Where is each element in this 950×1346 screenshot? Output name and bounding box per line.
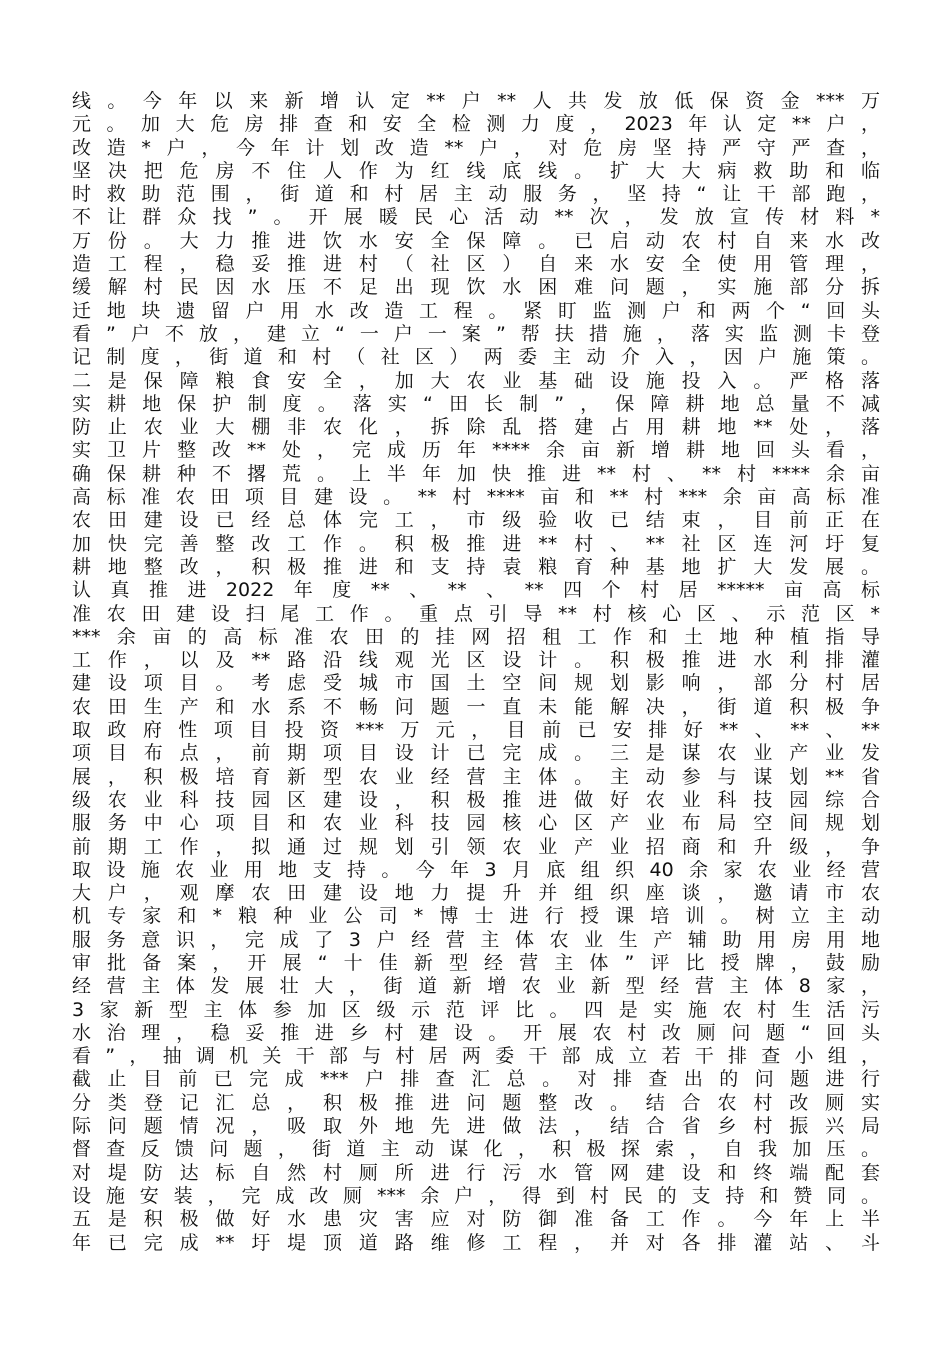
text-line: 缓解村民因水压不足出现饮水困难问题，实施部分拆: [72, 276, 880, 299]
text-line: 记制度，街道和村（社区）两委主动介入，因户施策。: [72, 346, 880, 369]
text-line: 二是保障粮食安全，加大农业基础设施投入。严格落: [72, 369, 880, 392]
text-line: 服务意识，完成了3户经营主体农业生产辅助用房用地: [72, 928, 880, 951]
text-line: 耕地整改，积极推进和支持袁粮育种基地扩大发展。: [72, 555, 880, 578]
text-line: 年已完成**圩堤顶道路维修工程，并对各排灌站、斗: [72, 1231, 880, 1254]
text-line: 级农业科技园区建设，积极推进做好农业科技园综合: [72, 788, 880, 811]
body-text: [72, 90, 880, 1255]
text-line: 准农田建设扫尾工作。重点引导**村核心区、示范区*: [72, 602, 880, 625]
text-line: 服务中心项目和农业科技园核心区产业布局空间规划: [72, 812, 880, 835]
text-line: 认真推进2022年度**、**、**四个村居*****亩高标: [72, 579, 880, 602]
text-line: 经营主体发展壮大，街道新增农业新型经营主体8家，: [72, 975, 880, 998]
text-line: 建设项目。考虑受城市国土空间规划影响，部分村居: [72, 672, 880, 695]
text-line: 截止目前已完成***户排查汇总。对排查出的问题进行: [72, 1068, 880, 1091]
text-line: 五是积极做好水患灾害应对防御准备工作。今年上半: [72, 1208, 880, 1231]
text-line: 万份。大力推进饮水安全保障。已启动农村自来水改: [72, 229, 880, 252]
text-line: 元。加大危房排查和安全检测力度，2023年认定**户，: [72, 113, 880, 136]
text-line: 农田生产和水系不畅问题一直未能解决，街道积极争: [72, 695, 880, 718]
text-line: 改造*户，今年计划改造**户，对危房坚持严守严查，: [72, 136, 880, 159]
text-line: 分类登记汇总，积极推进问题整改。结合农村改厕实: [72, 1091, 880, 1114]
text-line: 取设施农业用地支持。今年3月底组织40余家农业经营: [72, 858, 880, 881]
text-line: 高标准农田项目建设。**村****亩和**村***余亩高标准: [72, 486, 880, 509]
text-line: 看”户不放，建立“一户一案”帮扶措施，落实监测卡登: [72, 322, 880, 345]
text-line: 工作，以及**路沿线观光区设计。积极推进水利排灌: [72, 649, 880, 672]
text-line: 线。今年以来新增认定**户**人共发放低保资金***万: [72, 90, 880, 112]
text-line: 取政府性项目投资***万元，目前已安排好**、**、**: [72, 719, 880, 742]
text-line: 前期工作，拟通过规划引领农业产业招商和升级，争: [72, 835, 880, 858]
text-line: ***余亩的高标准农田的挂网招租工作和土地种植指导: [72, 625, 880, 648]
text-line: 农田建设已经总体完工，市级验收已结束，目前正在: [72, 509, 880, 532]
text-line: 实耕地保护制度。落实“田长制”，保障耕地总量不减: [72, 392, 880, 415]
text-line: 对堤防达标自然村厕所进行污水管网建设和终端配套: [72, 1161, 880, 1184]
text-line: 时救助范围，街道和村居主动服务，坚持“让干部跑，: [72, 183, 880, 206]
text-line: 实卫片整改**处，完成历年****余亩新增耕地回头看，: [72, 439, 880, 462]
text-line: 防止农业大棚非农化，拆除乱搭建占用耕地**处，落: [72, 416, 880, 439]
text-line: 水治理，稳妥推进乡村建设。开展农村改厕问题“回头: [72, 1021, 880, 1044]
text-line: 坚决把危房不住人作为红线底线。扩大大病救助和临: [72, 159, 880, 182]
text-line: 际问题情况，吸取外地先进做法，结合省乡村振兴局: [72, 1115, 880, 1138]
text-line: 造工程，稳妥推进村（社区）自来水安全使用管理，: [72, 253, 880, 276]
text-line: 不让群众找”。开展暖民心活动**次，发放宣传材料*: [72, 206, 880, 229]
text-line: 加快完善整改工作。积极推进**村、**社区连河圩复: [72, 532, 880, 555]
text-line: 设施安装，完成改厕***余户，得到村民的支持和赞同。: [72, 1184, 880, 1207]
text-line: 督查反馈问题，街道主动谋化，积极探索，自我加压。: [72, 1138, 880, 1161]
text-line: 展，积极培育新型农业经营主体。主动参与谋划**省: [72, 765, 880, 788]
text-line: 审批备案，开展“十佳新型经营主体”评比授牌，鼓励: [72, 951, 880, 974]
text-line: 大户，观摩农田建设地力提升并组织座谈，邀请市农: [72, 882, 880, 905]
text-line: 项目布点，前期项目设计已完成。三是谋农业产业发: [72, 742, 880, 765]
text-line: 迁地块遗留户用水改造工程。紧盯监测户和两个“回头: [72, 299, 880, 322]
text-line: 3家新型主体参加区级示范评比。四是实施农村生活污: [72, 998, 880, 1021]
text-line: 机专家和*粮种业公司*博士进行授课培训。树立主动: [72, 905, 880, 928]
text-line: 确保耕种不撂荒。上半年加快推进**村、**村****余亩: [72, 462, 880, 485]
text-line: 看”，抽调机关干部与村居两委干部成立若干排查小组，: [72, 1045, 880, 1068]
